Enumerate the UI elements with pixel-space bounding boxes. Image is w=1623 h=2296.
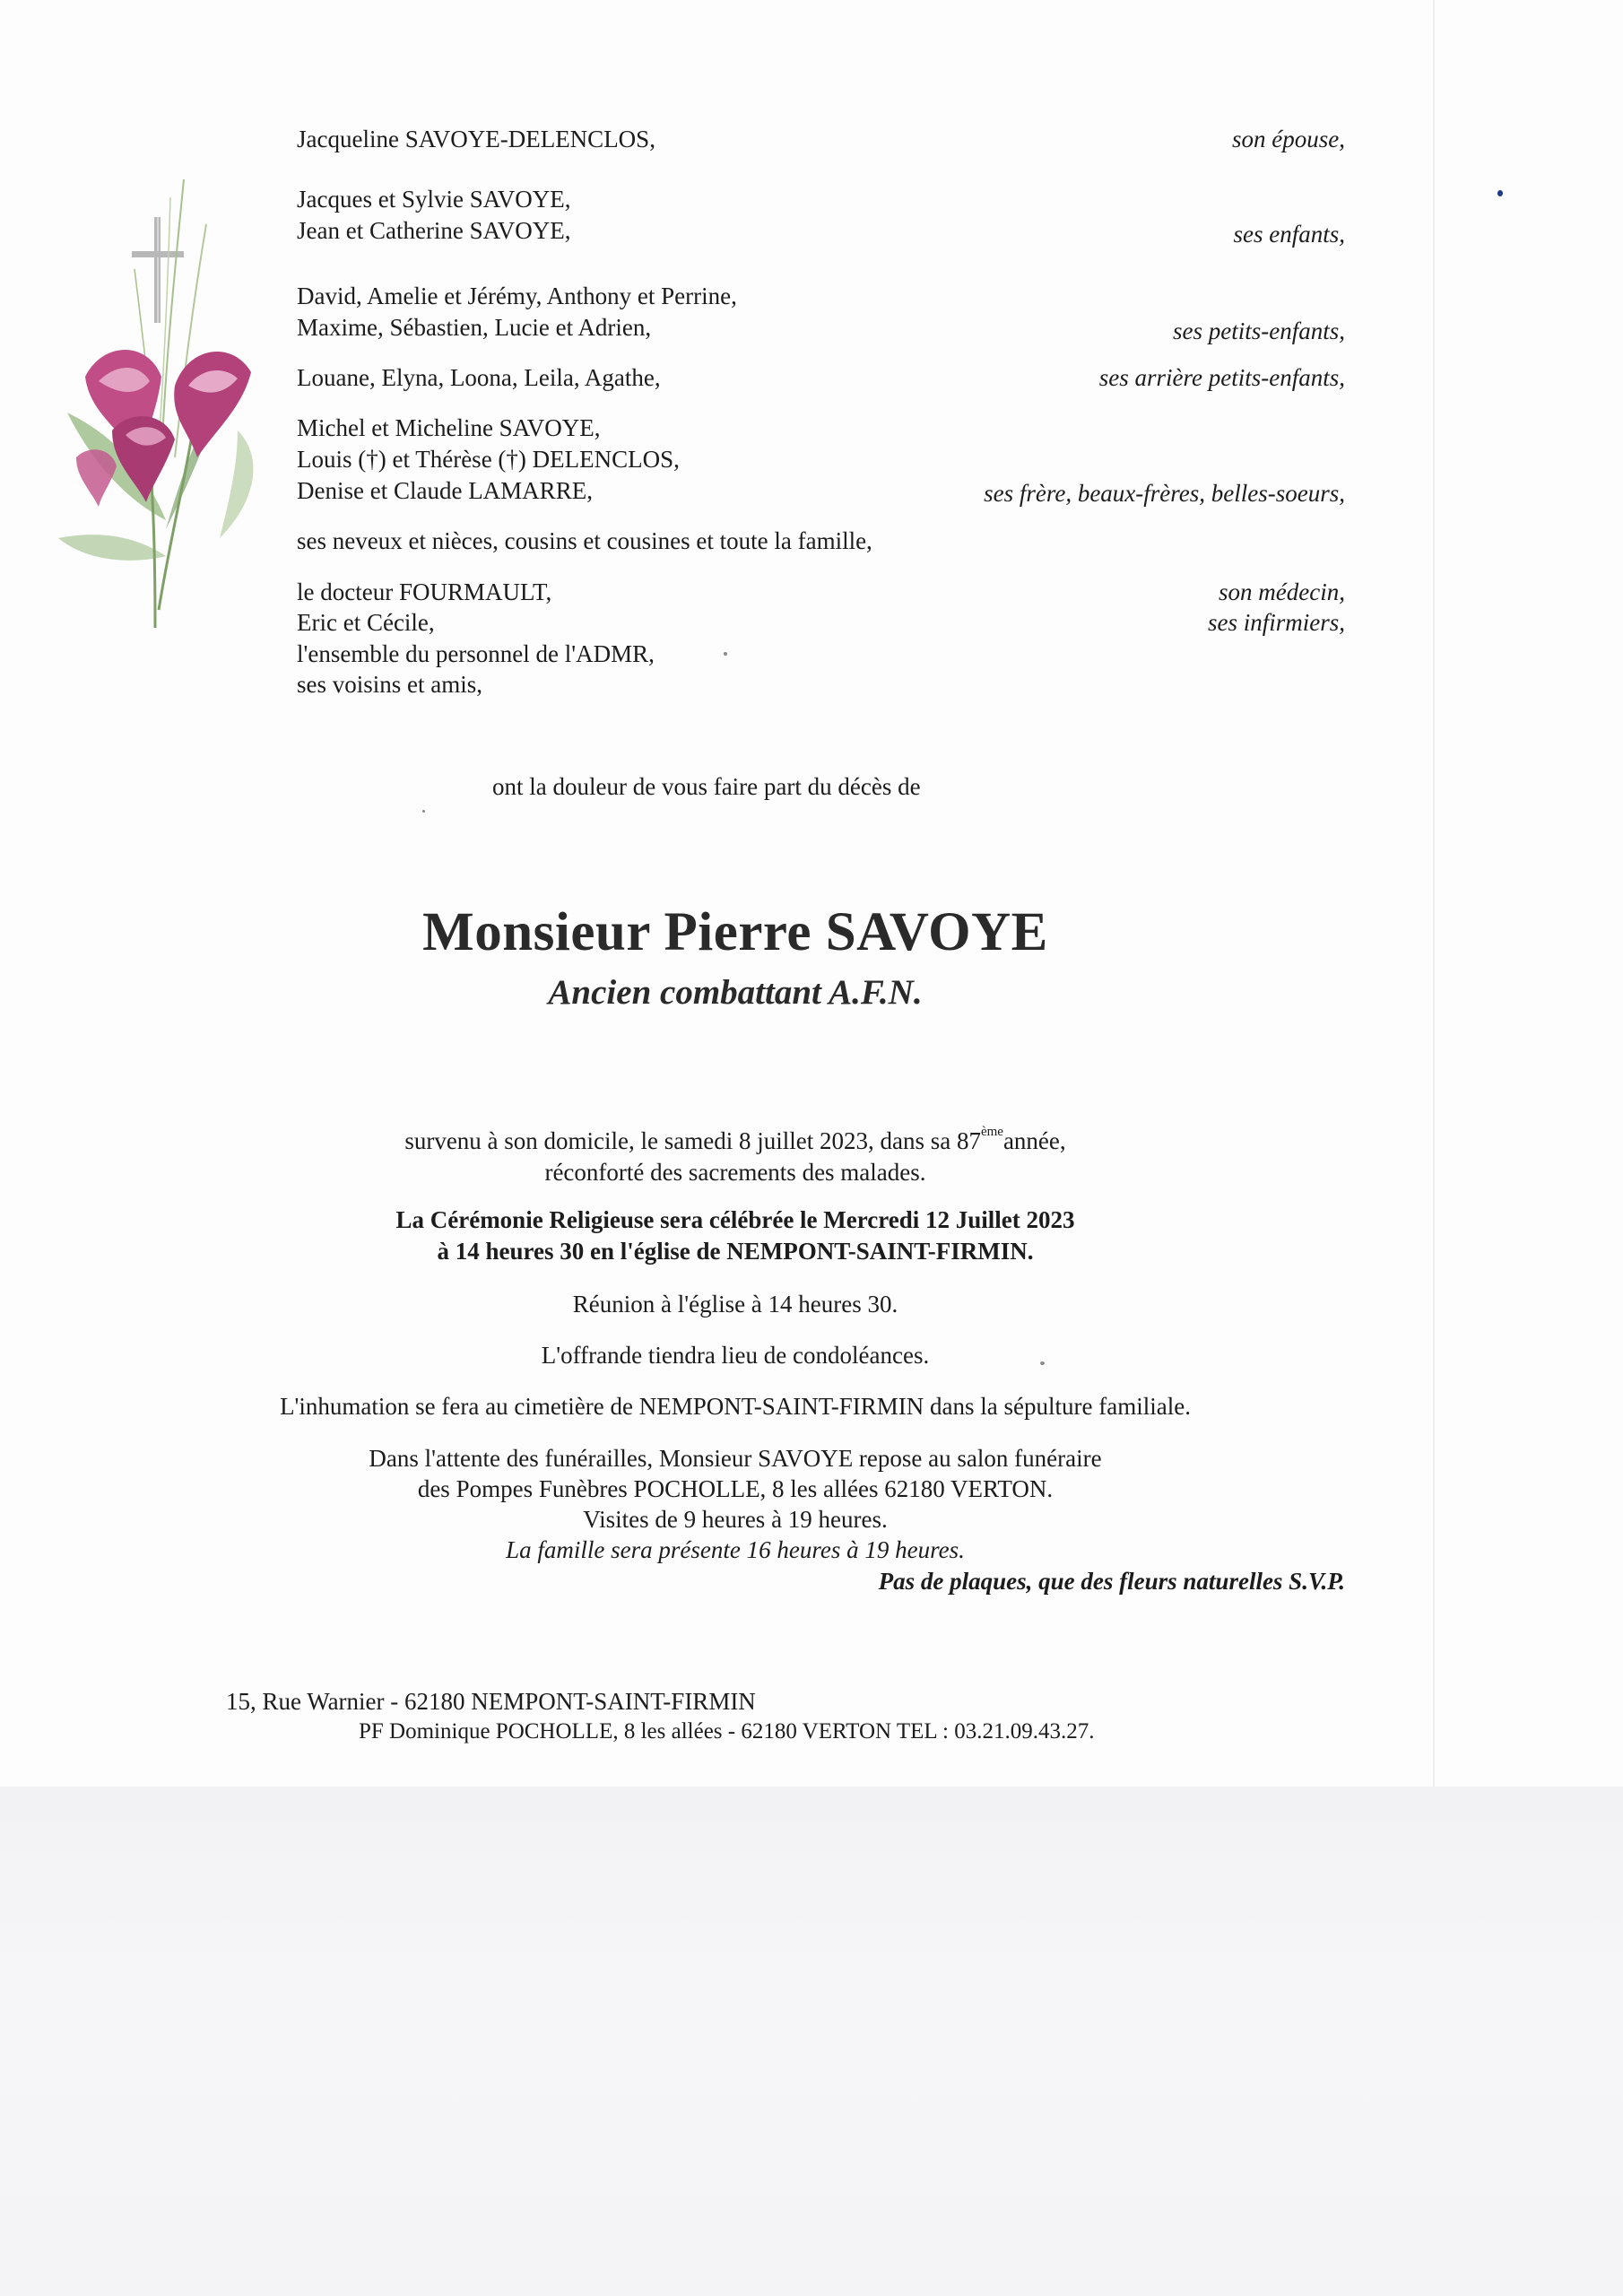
siblings-line-3: Denise et Claude LAMARRE, — [297, 477, 593, 504]
deceased-title: Ancien combattant A.F.N. — [548, 973, 923, 1012]
death-details-superscript: ème — [980, 1125, 1003, 1139]
scan-bottom-area — [0, 1787, 1623, 2296]
doctor-role: son médecin, — [1219, 578, 1345, 605]
nurses-role: ses infirmiers, — [1207, 609, 1345, 636]
ink-dot — [1497, 190, 1503, 196]
flowers-note: Pas de plaques, que des fleurs naturelles S.V.P. — [878, 1568, 1345, 1595]
grandchildren-line-1: David, Amelie et Jérémy, Anthony et Perrine, — [297, 283, 737, 309]
siblings-role: ses frère, beaux-frères, belles-soeurs, — [984, 480, 1345, 507]
children-line-1: Jacques et Sylvie SAVOYE, — [297, 186, 571, 213]
death-details-year: année, — [1002, 1127, 1066, 1154]
speck — [422, 810, 425, 813]
grandchildren-line-2: Maxime, Sébastien, Lucie et Adrien, — [297, 314, 652, 341]
calla-lily-illustration — [49, 161, 291, 637]
children-line-2: Jean et Catherine SAVOYE, — [297, 217, 571, 244]
announcement-intro: ont la douleur de vous faire part du décès de — [492, 773, 921, 800]
sacraments-line: réconforté des sacrements des malades. — [544, 1159, 926, 1186]
death-details-text: survenu à son domicile, le samedi 8 juillet 2023, dans sa 87 — [404, 1127, 981, 1154]
speck — [724, 652, 727, 656]
spouse-role: son épouse, — [1232, 126, 1345, 152]
neighbours-friends: ses voisins et amis, — [297, 671, 482, 698]
home-address: 15, Rue Warnier - 62180 NEMPONT-SAINT-FIRMIN — [226, 1688, 756, 1715]
family-presence: La famille sera présente 16 heures à 19 heures. — [506, 1536, 965, 1563]
great-grandchildren: Louane, Elyna, Loona, Leila, Agathe, — [297, 364, 661, 391]
grandchildren-role: ses petits-enfants, — [1173, 317, 1345, 344]
resting-line-2: des Pompes Funèbres POCHOLLE, 8 les allées 62180 VERTON. — [417, 1475, 1054, 1502]
nurses-names: Eric et Cécile, — [297, 609, 435, 636]
speck — [1040, 1361, 1045, 1365]
siblings-line-1: Michel et Micheline SAVOYE, — [297, 414, 601, 441]
death-details — [0, 1126, 1471, 1156]
children-role: ses enfants, — [1233, 221, 1345, 248]
siblings-line-2: Louis (†) et Thérèse (†) DELENCLOS, — [297, 446, 680, 473]
offering-note: L'offrande tiendra lieu de condoléances. — [541, 1342, 930, 1369]
ceremony-line-2: à 14 heures 30 en l'église de NEMPONT-SAINT-FIRMIN. — [437, 1238, 1034, 1265]
ceremony-line-1: La Cérémonie Religieuse sera célébrée le Mercredi 12 Juillet 2023 — [395, 1206, 1075, 1233]
doctor-name: le docteur FOURMAULT, — [297, 578, 552, 605]
church-meeting: Réunion à l'église à 14 heures 30. — [572, 1291, 898, 1318]
funeral-home-contact: PF Dominique POCHOLLE, 8 les allées - 62180 VERTON TEL : 03.21.09.43.27. — [359, 1719, 1095, 1744]
deceased-name: Monsieur Pierre SAVOYE — [422, 902, 1048, 962]
resting-line-1: Dans l'attente des funérailles, Monsieur SAVOYE repose au salon funéraire — [369, 1445, 1102, 1472]
burial-details: L'inhumation se fera au cimetière de NEMPONT-SAINT-FIRMIN dans la sépulture familiale. — [280, 1393, 1191, 1420]
extended-family: ses neveux et nièces, cousins et cousines et toute la famille, — [297, 527, 872, 554]
great-grandchildren-role: ses arrière petits-enfants, — [1098, 364, 1345, 391]
spouse-name: Jacqueline SAVOYE-DELENCLOS, — [297, 126, 655, 152]
visiting-hours: Visites de 9 heures à 19 heures. — [583, 1506, 888, 1533]
admr-staff: l'ensemble du personnel de l'ADMR, — [297, 640, 655, 667]
